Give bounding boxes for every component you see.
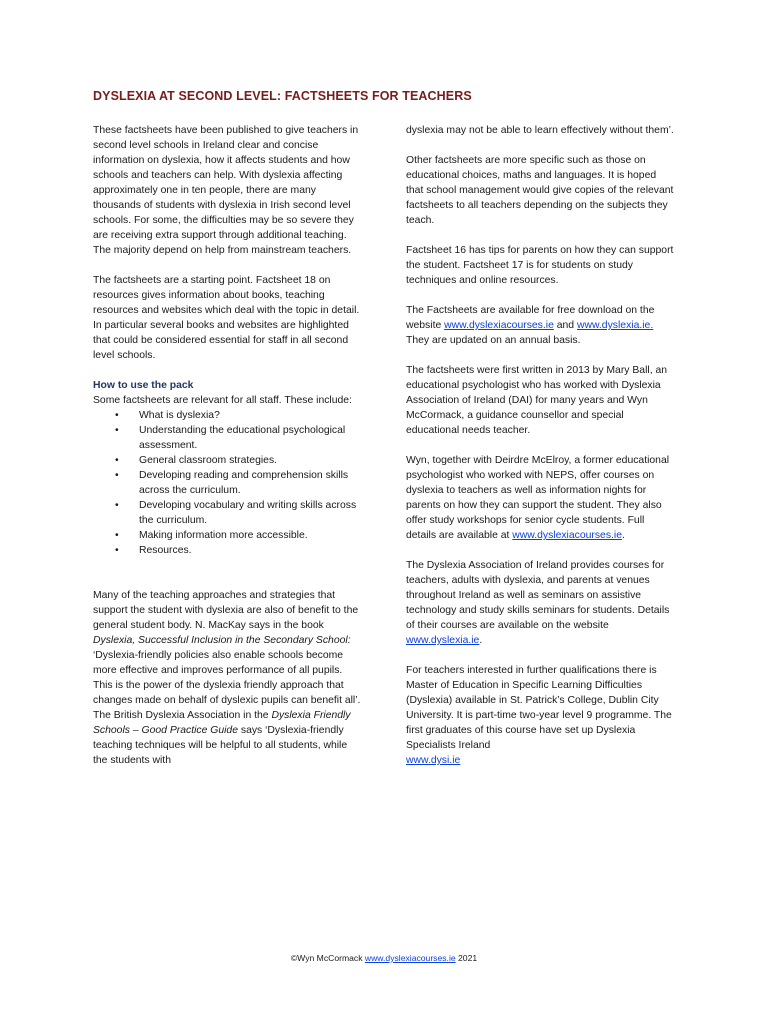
download-paragraph: The Factsheets are available for free download on the website www.dyslexiacourses.ie and www.dyslexia.ie. They are updated on an annual basis.: [406, 305, 655, 346]
how-to-use-heading: How to use the pack: [93, 380, 194, 391]
bullet-icon: •: [115, 470, 119, 481]
bullet-icon: •: [115, 455, 119, 466]
courses-paragraph: Wyn, together with Deirdre McElroy, a former educational psychologist who worked with NEPS, offer courses on dyslexia to teachers as well as information nights for parents on how they can support the student. They also offer study workshops for senior cycle students. Full details are available at www.dyslexiacourses.ie.: [406, 455, 670, 541]
bullet-icon: •: [115, 410, 119, 421]
factsheet-list: [93, 408, 361, 558]
list-item: • Developing vocabulary and writing skills across the curriculum.: [115, 500, 357, 526]
list-item: • Making information more accessible.: [115, 530, 308, 541]
bullet-icon: •: [115, 545, 119, 556]
dai-paragraph: The Dyslexia Association of Ireland provides courses for teachers, adults with dyslexia, and parents at venues throughout Ireland as well as seminars on assistive technology and study skills seminars for students. Details of their courses are available on the website www.dyslexia.ie.: [406, 560, 670, 646]
dysi-link[interactable]: www.dysi.ie: [406, 755, 461, 766]
dyslexiacourses-link[interactable]: www.dyslexiacourses.ie: [444, 320, 554, 331]
book-title: Dyslexia Friendly Schools – Good Practice Guide: [93, 710, 351, 736]
continuation-paragraph: dyslexia may not be able to learn effectively without them’.: [406, 125, 674, 136]
parents-students-paragraph: Factsheet 16 has tips for parents on how they can support the student. Factsheet 17 is for students on study techniques and online resources.: [406, 245, 674, 286]
list-item: • General classroom strategies.: [115, 455, 278, 466]
list-item: • Developing reading and comprehension skills across the curriculum.: [115, 470, 349, 496]
dyslexia-ie-link[interactable]: www.dyslexia.ie: [406, 635, 480, 646]
specific-factsheets-paragraph: Other factsheets are more specific such as those on educational choices, maths and languages. It is hoped that school management would give copies of the relevant factsheets to all teachers depending on the subjects they teach.: [406, 155, 674, 226]
teaching-approaches-paragraph: Many of the teaching approaches and strategies that support the student with dyslexia are also of benefit to the general student body. N. MacKay says in the book Dyslexia, Successful Inclusion in the Secondary School: ‘Dyslexia-friendly policies also enable schools become more effective and improves performance of all pupils. This is the power of the dyslexia friendly approach that changes made on behalf of dyslexic pupils can benefit all’. The British Dyslexia Association in the Dyslexia Friendly Schools – Good Practice Guide says ‘Dyslexia-friendly teaching techniques will be helpful to all students, while the students with: [93, 590, 361, 766]
relevant-for-all-paragraph: Some factsheets are relevant for all staff. These include:: [93, 395, 352, 406]
bullet-icon: •: [115, 425, 119, 436]
footer-dyslexiacourses-link[interactable]: www.dyslexiacourses.ie: [364, 953, 456, 963]
left-column: [93, 123, 361, 768]
page-title: DYSLEXIA AT SECOND LEVEL: FACTSHEETS FOR TEACHERS: [93, 89, 472, 103]
bullet-icon: •: [115, 530, 119, 541]
right-column: [406, 123, 676, 768]
bullet-icon: •: [115, 500, 119, 511]
list-item: • Understanding the educational psychological assessment.: [115, 425, 346, 451]
copyright-text: ©Wyn McCormack: [290, 953, 365, 963]
book-title: Dyslexia, Successful Inclusion in the Secondary School:: [93, 635, 351, 646]
authors-paragraph: The factsheets were first written in 2013 by Mary Ball, an educational psychologist who has worked with Dyslexia Association of Ireland (DAI) for many years and Wyn McCormack, a guidance counsellor and special educational needs teacher.: [406, 365, 668, 436]
dyslexiacourses-link[interactable]: www.dyslexiacourses.ie: [512, 530, 623, 541]
qualifications-paragraph: For teachers interested in further qualifications there is Master of Education in Specific Learning Difficulties (Dyslexia) available in St. Patrick’s College, Dublin City University. It is part-time two-year level 9 programme. The first graduates of this course have set up Dyslexia Specialists Ireland: [406, 665, 672, 751]
footer-year: 2021: [455, 953, 478, 963]
starting-point-paragraph: The factsheets are a starting point. Factsheet 18 on resources gives information about books, teaching resources and websites which deal with the topic in detail. In particular several books and websites are highlighted that could be considered essential for staff in all second level schools.: [93, 275, 360, 361]
list-item: • Resources.: [115, 545, 192, 556]
dyslexia-ie-link[interactable]: www.dyslexia.ie.: [576, 320, 654, 331]
intro-paragraph: These factsheets have been published to give teachers in second level schools in Ireland clear and concise information on dyslexia, how it affects students and how schools and teachers can help. With dyslexia affecting approximately one in ten people, there are many thousands of students with dyslexia in Irish second level schools. For some, the difficulties may be so severe they are receiving extra support through additional teaching. The majority depend on help from mainstream teachers.: [93, 125, 359, 256]
list-item: • What is dyslexia?: [115, 410, 220, 421]
page-footer: [0, 953, 768, 963]
